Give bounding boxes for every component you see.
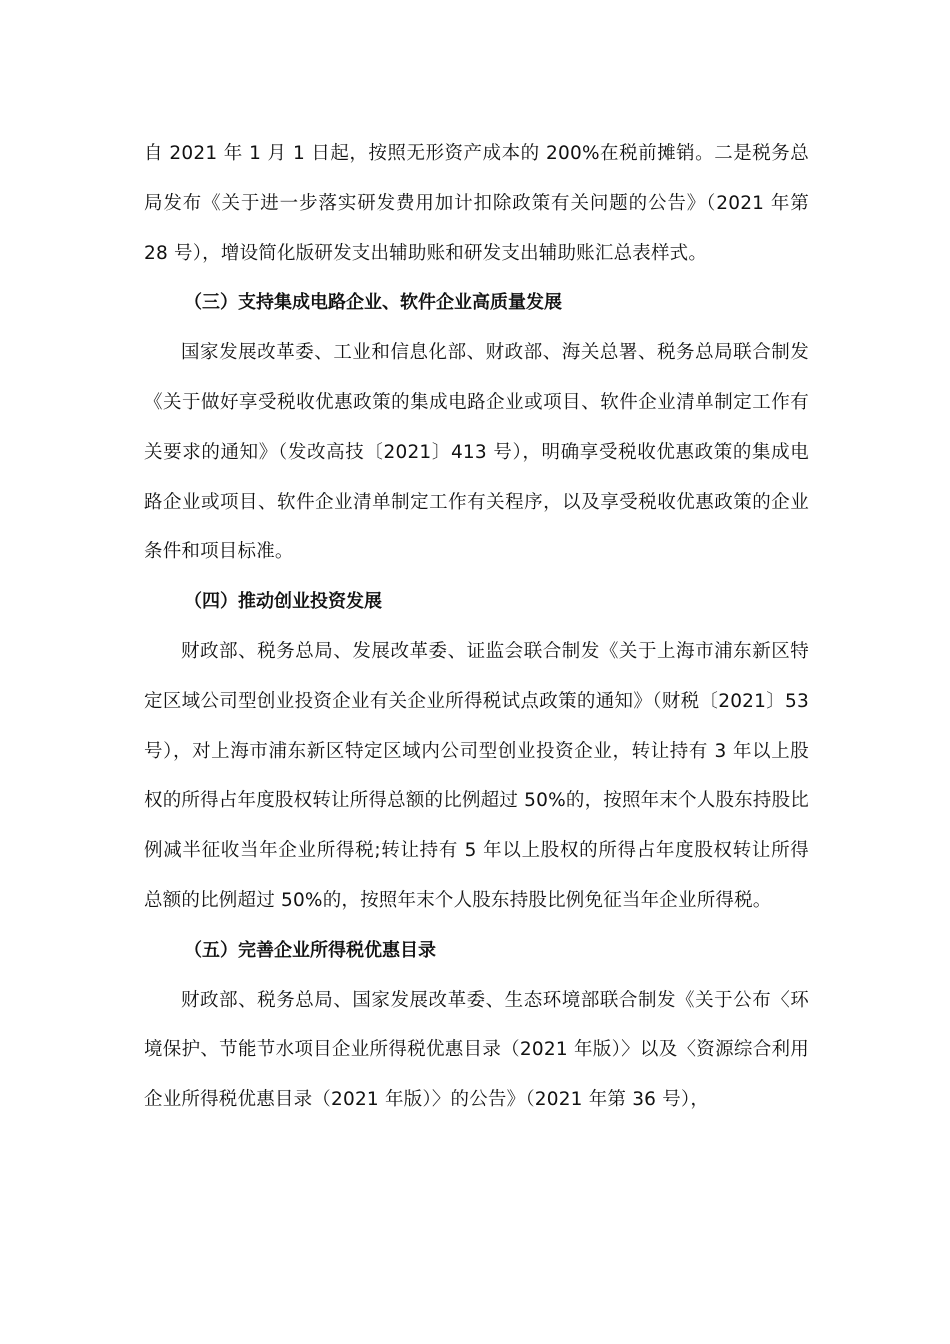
section-heading-4: （四）推动创业投资发展 [184,591,382,613]
document-body [144,129,809,1125]
paragraph-ic-software: 国家发展改革委、工业和信息化部、财政部、海关总署、税务总局联合制发《关于做好享受税收优惠政策的集成电路企业或项目、软件企业清单制定工作有关要求的通知》（发改高技〔2021〕413 号），明确享受税收优惠政策的集成电路企业或项目、软件企业清单制定工作有关程序，以及享受税收优惠政策的企业条件和项目标准。 [144,342,809,563]
paragraph-preferential-catalog: 财政部、税务总局、国家发展改革委、生态环境部联合制发《关于公布〈环境保护、节能节水项目企业所得税优惠目录（2021 年版）〉以及〈资源综合利用企业所得税优惠目录（2021 年版）〉的公告》（2021 年第 36 号）， [144,989,809,1111]
section-heading-5: （五）完善企业所得税优惠目录 [184,939,436,961]
paragraph-rd-expense: 自 2021 年 1 月 1 日起，按照无形资产成本的 200%在税前摊销。二是税务总局发布《关于进一步落实研发费用加计扣除政策有关问题的公告》（2021 年第 28 号），增设简化版研发支出辅助账和研发支出辅助账汇总表样式。 [144,143,809,264]
paragraph-venture-capital: 财政部、税务总局、发展改革委、证监会联合制发《关于上海市浦东新区特定区域公司型创业投资企业有关企业所得税试点政策的通知》（财税〔2021〕53 号），对上海市浦东新区特定区域内公司型创业投资企业，转让持有 3 年以上股权的所得占年度股权转让所得总额的比例超过 50%的，按照年末个人股东持股比例减半征收当年企业所得税;转让持有 5 年以上股权的所得占年度股权转让所得总额的比例超过 50%的，按照年末个人股东持股比例免征当年企业所得税。 [144,640,809,911]
section-heading-3: （三）支持集成电路企业、软件企业高质量发展 [184,292,562,314]
